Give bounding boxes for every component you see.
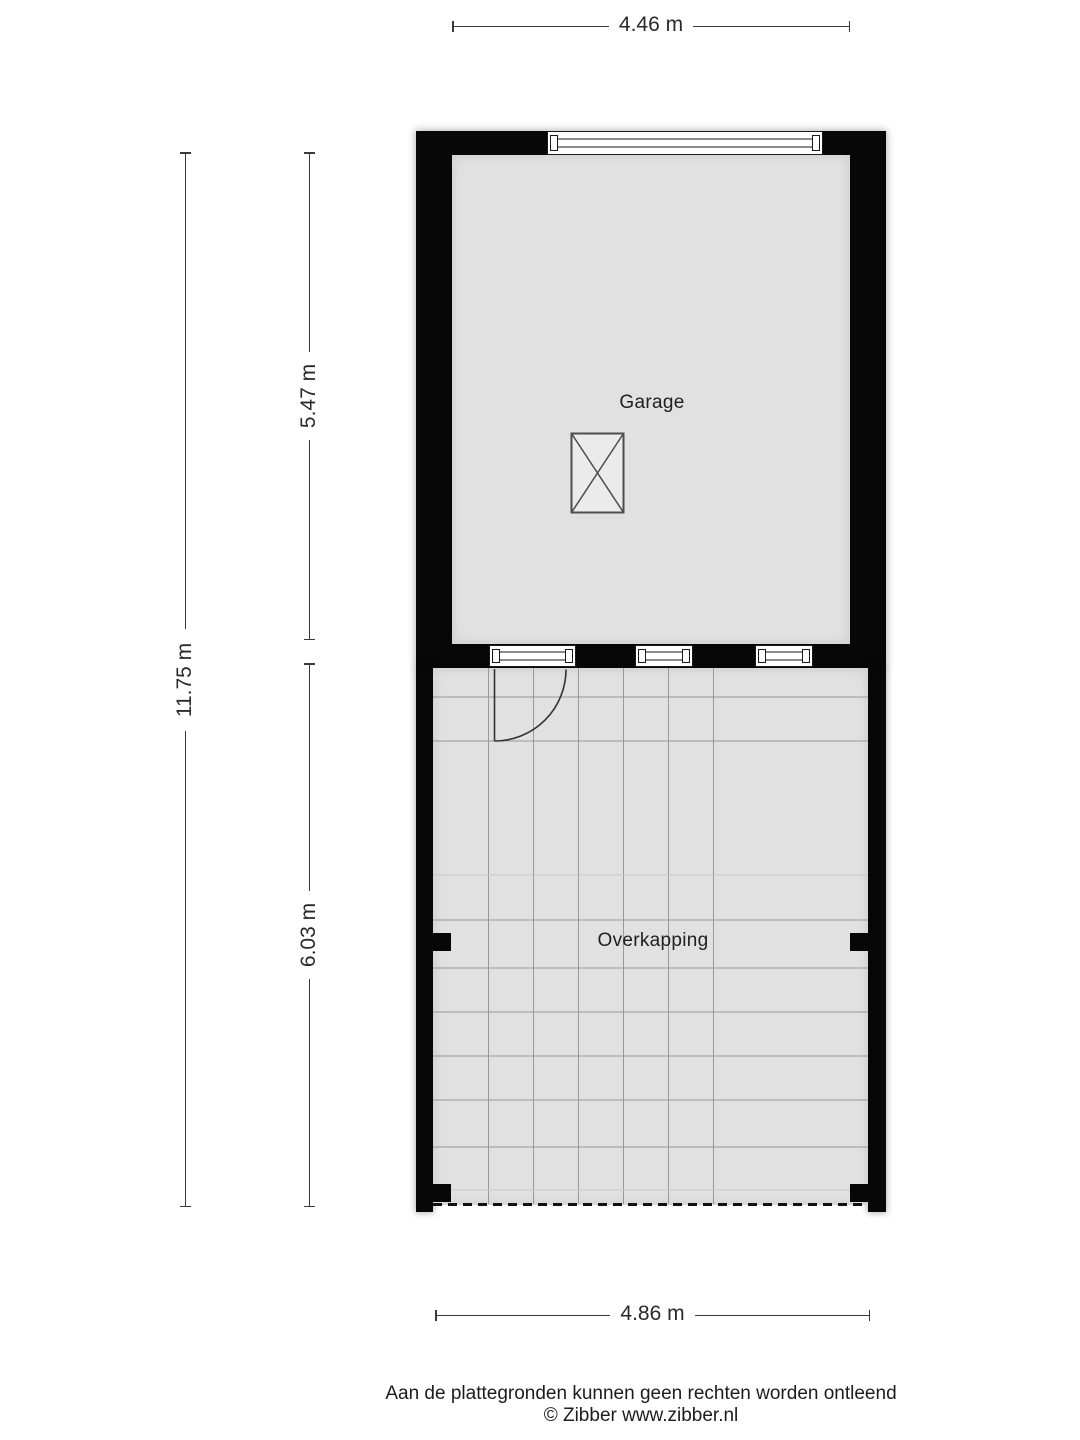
footer-disclaimer: Aan de plattegronden kunnen geen rechten worden ontleend (385, 1383, 897, 1404)
post-mid-right (850, 933, 868, 951)
room-label-overkapping: Overkapping (597, 930, 709, 951)
post-bottom-right (850, 1184, 868, 1202)
dimension-overkapping-label: 6.03 m (297, 902, 321, 968)
dimension-line (695, 1315, 869, 1316)
plan-symbols-layer (416, 131, 886, 1212)
dimension-total-label: 11.75 m (173, 642, 197, 717)
dimension-line (309, 154, 310, 353)
dimension-total-height (174, 152, 196, 1207)
dimension-line (185, 154, 186, 629)
dimension-line (437, 1315, 611, 1316)
dimension-garage-height (298, 152, 320, 640)
dimension-line (454, 26, 609, 27)
dimension-garage-label: 5.47 m (297, 363, 321, 429)
dimension-bottom-label: 4.86 m (620, 1302, 685, 1325)
post-mid-left (433, 933, 451, 951)
dimension-bottom-width (435, 1304, 870, 1326)
dimension-top-width (452, 15, 850, 37)
dimension-line (693, 26, 848, 27)
dimension-line (309, 440, 310, 639)
post-bottom-left (433, 1184, 451, 1202)
dimension-overkapping-height (298, 663, 320, 1207)
skylight-symbol (572, 434, 624, 513)
dimension-tick (849, 21, 851, 32)
room-label-garage: Garage (619, 392, 685, 413)
footer (241, 1383, 1041, 1427)
dimension-tick (869, 1310, 871, 1321)
dimension-line (309, 665, 310, 892)
dimension-top-label: 4.46 m (618, 13, 684, 36)
door-swing-arc (495, 669, 567, 741)
footer-credit: © Zibber www.zibber.nl (543, 1405, 739, 1426)
dimension-line (309, 979, 310, 1206)
dimension-line (185, 731, 186, 1206)
posts (433, 933, 868, 1202)
dimension-tick (304, 1206, 315, 1208)
dimension-tick (304, 639, 315, 641)
floor-grid-horizontal (433, 697, 868, 1147)
dimension-tick (180, 1206, 191, 1208)
floor-grid-faint (433, 875, 868, 1190)
